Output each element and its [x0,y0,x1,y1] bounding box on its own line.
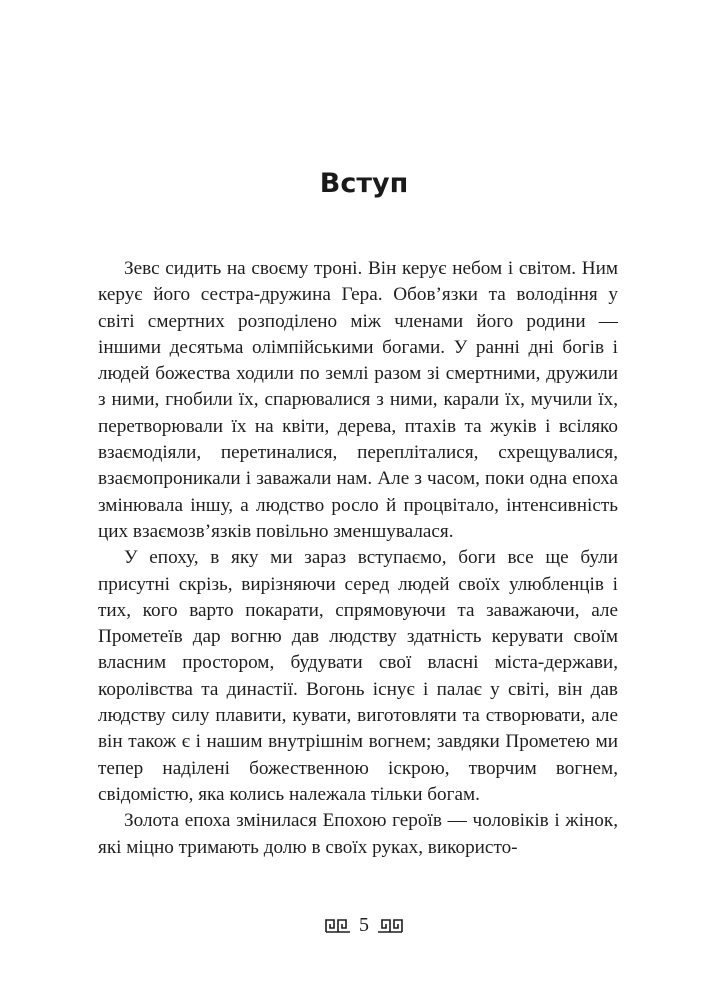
paragraph: У епоху, в яку ми зараз вступаємо, боги все ще були присутні скрізь, вирізняючи серед людей своїх улюбленців і тих, кого варто покарати, спрямовуючи та заважаючи, але Прометеїв дар вогню дав людству здатність керувати своїм власним простором, будувати свої власні міста-держави, королівства та династії. Вогонь існує і палає у світі, він дав людству силу плавити, кувати, виготовляти та створювати, але він також є і нашим внутрішнім вогнем; завдяки Прометею ми тепер наділені божественною іскрою, творчим вогнем, свідомістю, яка колись належала тільки богам. [98,547,618,805]
chapter-body [98,256,618,861]
page-number: 5 [359,914,369,936]
paragraph: Золота епоха змінилася Епохою героїв — чоловіків і жінок, які міцно тримають долю в своїх руках, використо- [98,810,618,858]
paragraph: Зевс сидить на своєму троні. Він керує небом і світом. Ним керує його сестра-дружина Гера. Обов’язки та володіння у світі смертних розподілено між членами його родини — іншими десятьма олімпійськими богами. У ранні дні богів і людей божества ходили по землі разом зі смертними, дружили з ними, гнобили їх, спарювалися з ними, карали їх, мучили їх, перетворювали їх на квіти, дерева, птахів та жуків і всіляко взаємодіяли, перетиналися, перепліталися, схрещувалися, взаємопроникали і заважали нам. Але з часом, поки одна епоха змінювала іншу, а людство росло й процвітало, інтенсивність цих взаємозв’язків повільно зменшувалася. [98,258,618,542]
page-footer [0,915,728,935]
greek-meander-icon [377,917,403,933]
greek-meander-icon [325,917,351,933]
chapter-title: Вступ [319,168,409,199]
